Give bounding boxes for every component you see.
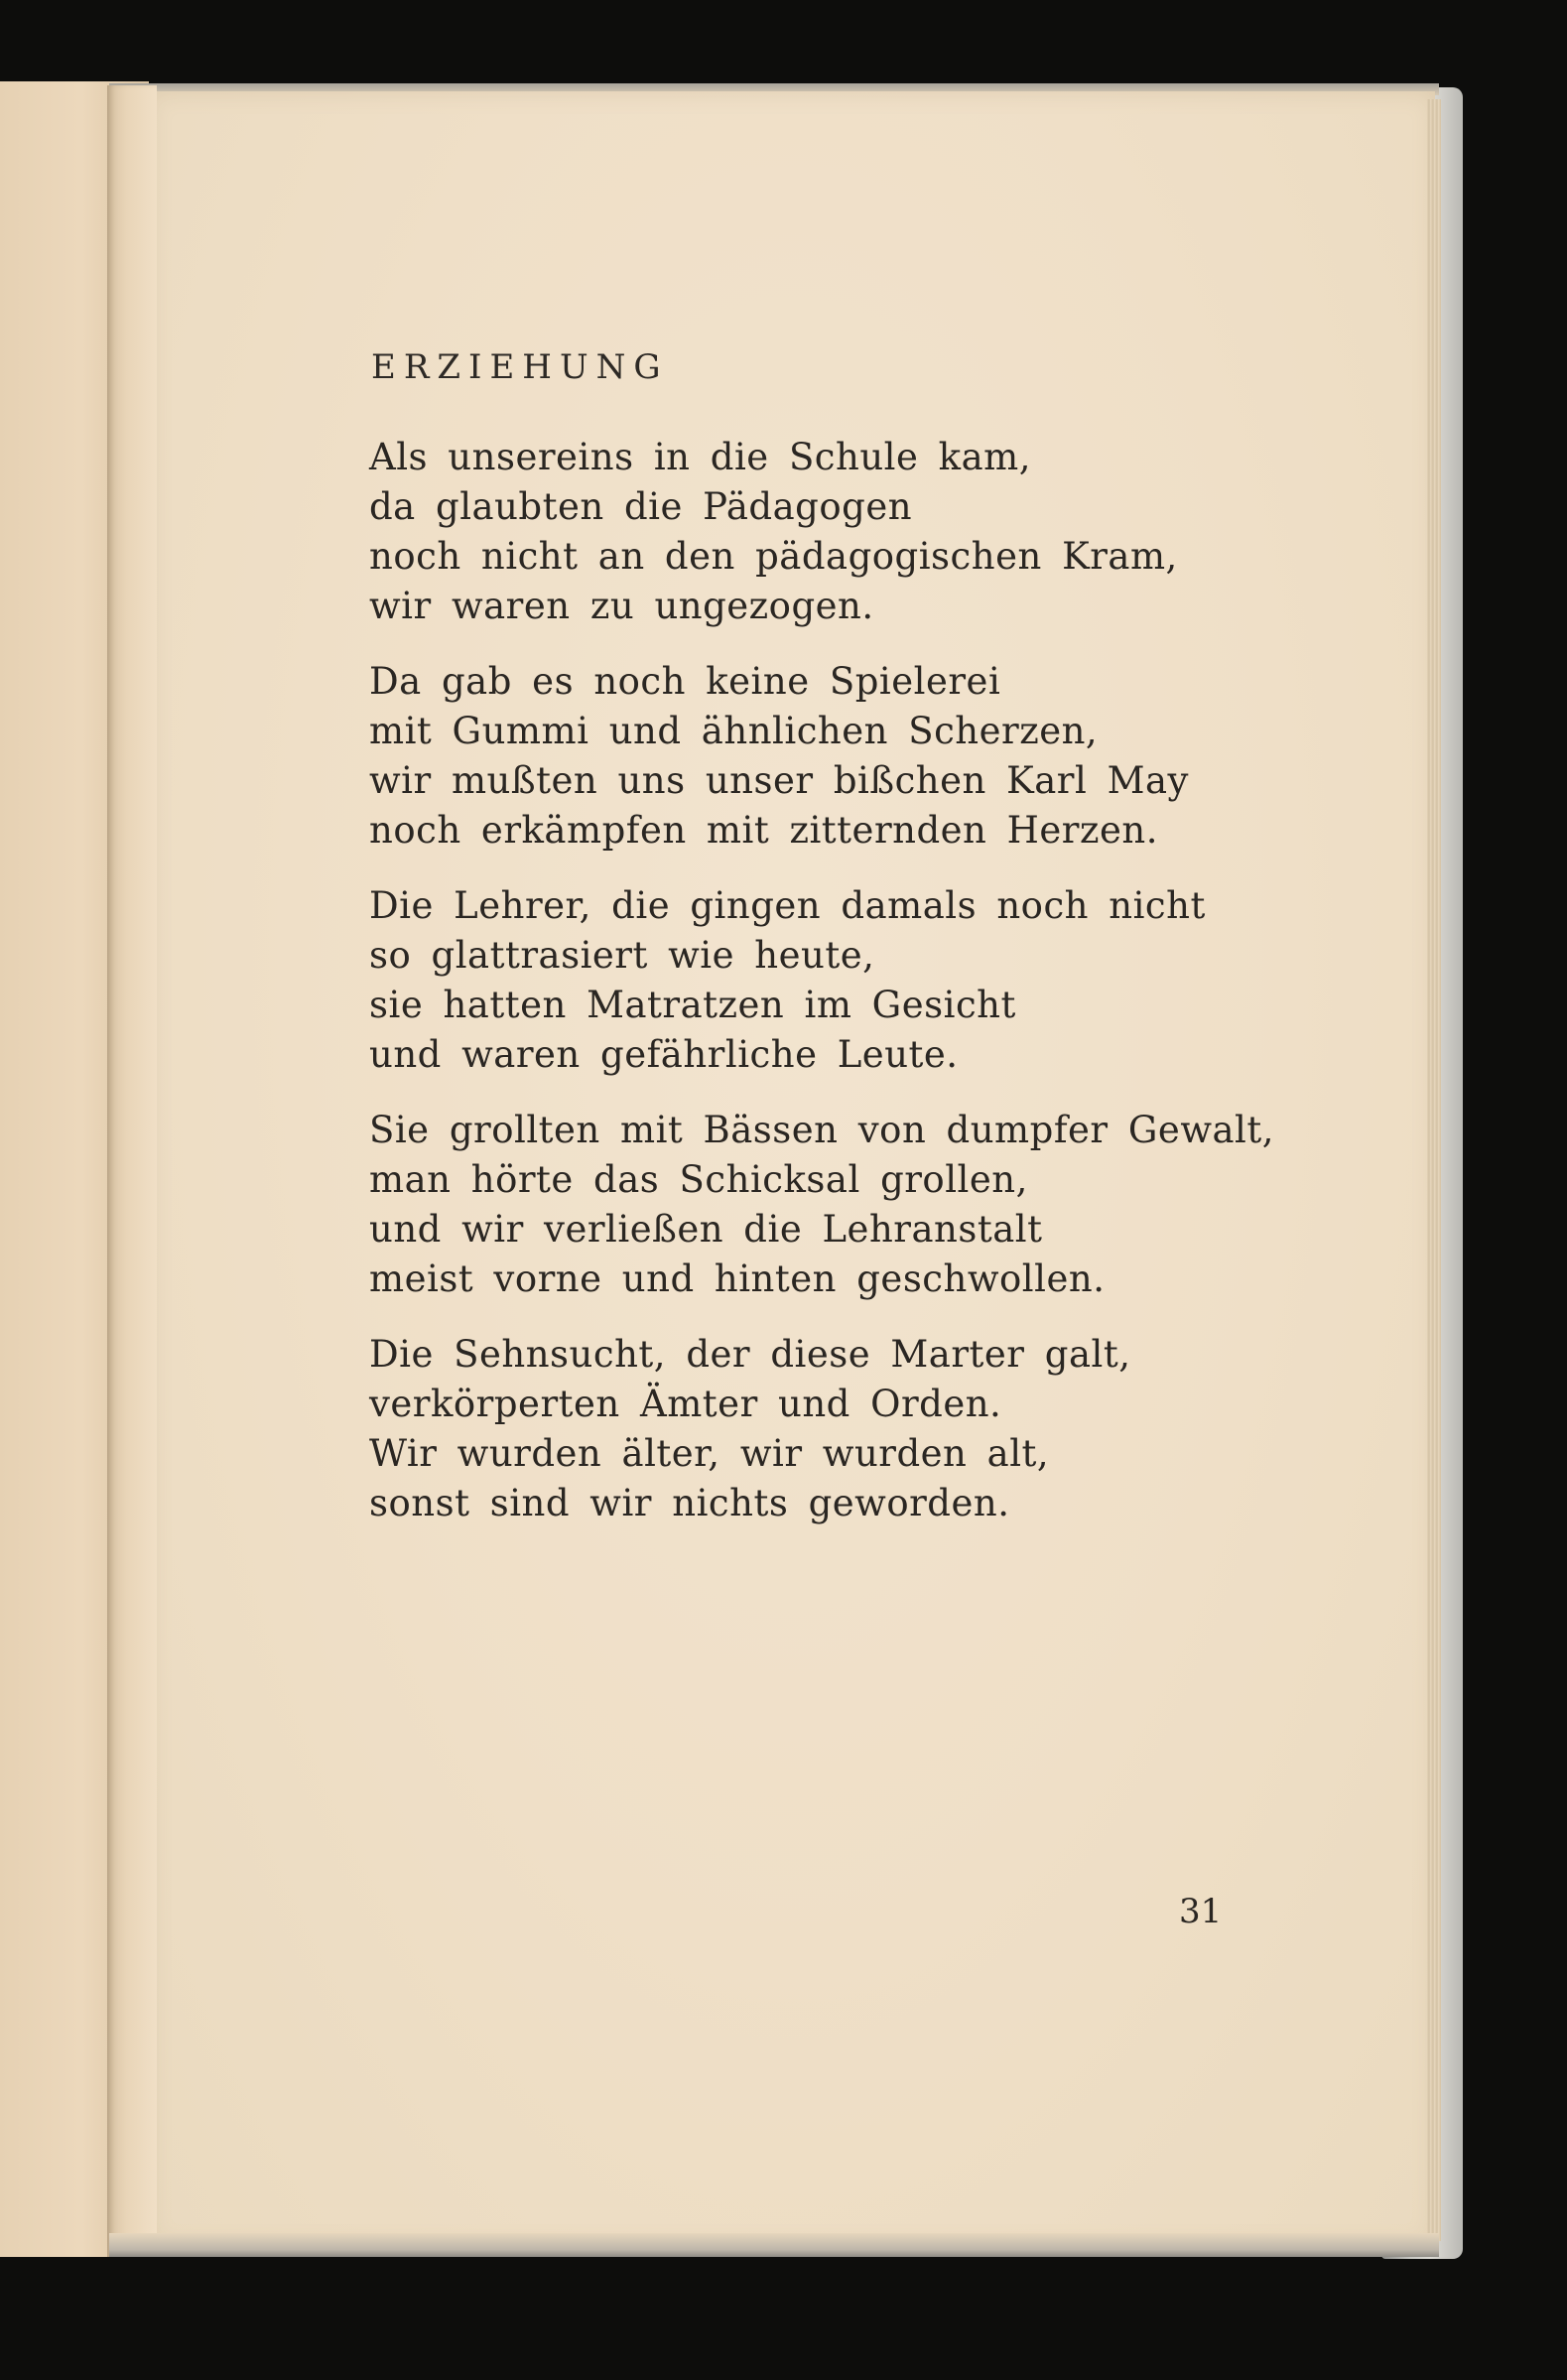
poem-line: Als unsereins in die Schule kam, — [369, 436, 1031, 478]
poem-line: Die Lehrer, die gingen damals noch nicht — [369, 884, 1206, 927]
poem-line: mit Gummi und ähnlichen Scherzen, — [369, 710, 1099, 752]
stanza-4 — [369, 1106, 1275, 1304]
stanza-1 — [369, 433, 1262, 631]
stanza-3 — [369, 881, 1262, 1080]
stanza-2 — [369, 657, 1262, 856]
poem-line: Wir wurden älter, wir wurden alt, — [369, 1432, 1050, 1475]
poem-line: wir waren zu ungezogen. — [369, 585, 874, 627]
poem-line: da glaubten die Pädagogen — [369, 485, 913, 528]
poem — [369, 347, 1275, 1554]
stanza-5 — [369, 1330, 1262, 1528]
page-bottom-edge — [109, 2233, 1439, 2257]
poem-line: man hörte das Schicksal grollen, — [369, 1158, 1028, 1201]
poem-line: sie hatten Matratzen im Gesicht — [369, 984, 1016, 1026]
page-number: 31 — [1179, 1892, 1223, 1931]
poem-line: und waren gefährliche Leute. — [369, 1033, 959, 1076]
poem-line: Sie grollten mit Bässen von dumpfer Gewalt, — [369, 1109, 1275, 1151]
poem-line: meist vorne und hinten geschwollen. — [369, 1257, 1106, 1300]
poem-line: Da gab es noch keine Spielerei — [369, 660, 1001, 703]
poem-line: verkörperten Ämter und Orden. — [369, 1383, 1002, 1425]
poem-line: so glattrasiert wie heute, — [369, 934, 875, 977]
poem-line: Die Sehnsucht, der diese Marter galt, — [369, 1333, 1131, 1376]
poem-title: ERZIEHUNG — [371, 347, 669, 387]
poem-line: noch nicht an den pädagogischen Kram, — [369, 535, 1178, 578]
poem-line: noch erkämpfen mit zitternden Herzen. — [369, 809, 1158, 852]
poem-line: und wir verließen die Lehranstalt — [369, 1208, 1043, 1251]
page-gutter — [107, 85, 157, 2257]
poem-line: wir mußten uns unser bißchen Karl May — [369, 759, 1189, 802]
page-stack-edge — [1427, 99, 1441, 2241]
poem-line: sonst sind wir nichts geworden. — [369, 1482, 1010, 1524]
